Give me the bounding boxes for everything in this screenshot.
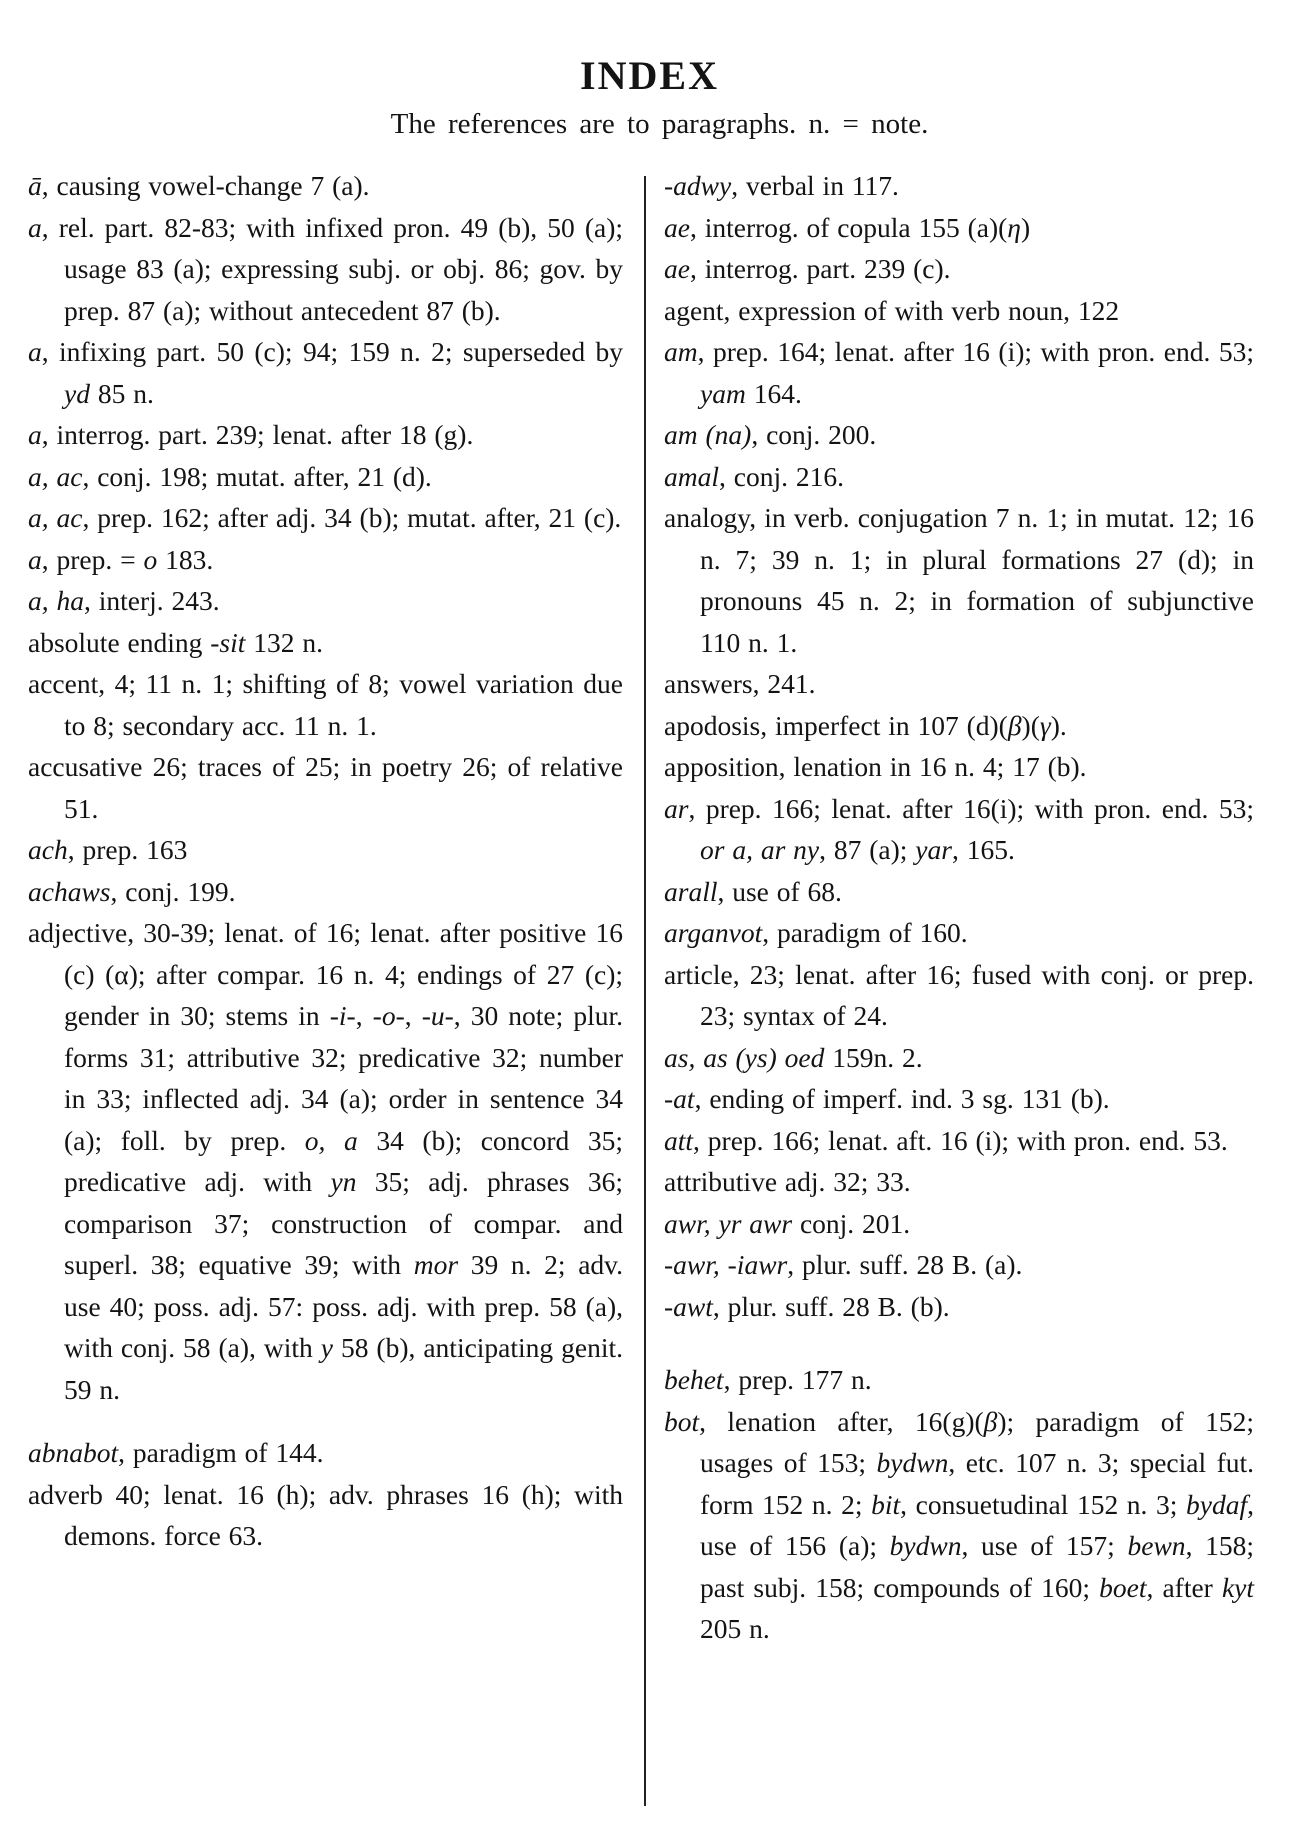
index-entry: -awt, plur. suff. 28 B. (b).	[664, 1290, 950, 1322]
index-column-left	[28, 165, 623, 1557]
index-entry: a, ha, interj. 243.	[28, 585, 220, 616]
index-entry: agent, expression of with verb noun, 122	[664, 294, 1120, 326]
index-entry: answers, 241.	[664, 668, 816, 699]
index-entry: arganvot, paradigm of 160.	[664, 917, 968, 948]
index-entry: behet, prep. 177 n.	[664, 1364, 872, 1395]
index-entry: am (na), conj. 200.	[664, 419, 877, 450]
index-entry: -awr, -iawr, plur. suff. 28 B. (a).	[664, 1249, 1023, 1280]
index-entry: apodosis, imperfect in 107 (d)(β)(γ).	[664, 709, 1067, 741]
index-entry: accusative 26; traces of 25; in poetry 26; of relative 51.	[28, 751, 623, 824]
index-entry: achaws, conj. 199.	[28, 875, 236, 907]
page-subtitle: The references are to paragraphs. n. = note.	[390, 108, 929, 140]
index-entry: a, infixing part. 50 (c); 94; 159 n. 2; superseded by yd 85 n.	[28, 336, 623, 409]
index-entry: -adwy, verbal in 117.	[664, 170, 899, 201]
index-column-right	[664, 165, 1254, 1650]
index-entry: article, 23; lenat. after 16; fused with conj. or prep. 23; syntax of 24.	[664, 958, 1254, 1031]
index-entry: a, interrog. part. 239; lenat. after 18 (g).	[28, 419, 474, 450]
index-entry: a, rel. part. 82-83; with infixed pron. 49 (b), 50 (a); usage 83 (a); expressing subj. or obj. 86; gov. by prep. 87 (a); without antecedent 87 (b).	[28, 211, 623, 326]
index-entry: ae, interrog. of copula 155 (a)(η)	[664, 211, 1031, 243]
index-entry: ā, causing vowel-change 7 (a).	[28, 170, 370, 201]
index-entry: bot, lenation after, 16(g)(β); paradigm of 152; usages of 153; bydwn, etc. 107 n. 3; special fut. form 152 n. 2; bit, consuetudinal 152 n. 3; bydaf, use of 156 (a); bydwn, use of 157; bewn, 158; past subj. 158; compounds of 160; boet, after kyt 205 n.	[664, 1405, 1254, 1644]
index-entry: a, ac, prep. 162; after adj. 34 (b); mutat. after, 21 (c).	[28, 502, 622, 533]
index-entry: a, prep. = o 183.	[28, 543, 214, 575]
index-entry: accent, 4; 11 n. 1; shifting of 8; vowel variation due to 8; secondary acc. 11 n. 1.	[28, 668, 623, 741]
index-entry: adverb 40; lenat. 16 (h); adv. phrases 16 (h); with demons. force 63.	[28, 1478, 623, 1551]
index-entry: arall, use of 68.	[664, 875, 842, 907]
index-entry: adjective, 30-39; lenat. of 16; lenat. after positive 16 (c) (α); after compar. 16 n. 4; endings of 27 (c); gender in 30; stems in -i-, -o-, -u-, 30 note; plur. forms 31; attributive 32; predicative 32; number in 33; inflected adj. 34 (a); order in sentence 34 (a); foll. by prep. o, a 34 (b); concord 35; predicative adj. with yn 35; adj. phrases 36; comparison 37; construction of compar. and superl. 38; equative 39; with mor 39 n. 2; adv. use 40; poss. adj. 57: poss. adj. with prep. 58 (a), with conj. 58 (a), with y 58 (b), anticipating genit. 59 n.	[28, 917, 624, 1405]
index-entry: ae, interrog. part. 239 (c).	[664, 253, 951, 284]
index-entry: analogy, in verb. conjugation 7 n. 1; in mutat. 12; 16 n. 7; 39 n. 1; in plural formations 27 (d); in pronouns 45 n. 2; in formation of subjunctive 110 n. 1.	[664, 502, 1254, 658]
index-entry: att, prep. 166; lenat. aft. 16 (i); with pron. end. 53.	[664, 1124, 1228, 1156]
index-entry: attributive adj. 32; 33.	[664, 1166, 911, 1197]
index-entry: -at, ending of imperf. ind. 3 sg. 131 (b).	[664, 1083, 1110, 1114]
column-divider	[644, 176, 646, 1806]
index-entry: amal, conj. 216.	[664, 460, 844, 492]
index-entry: a, ac, conj. 198; mutat. after, 21 (d).	[28, 460, 432, 492]
index-entry: awr, yr awr conj. 201.	[664, 1207, 911, 1239]
index-entry: absolute ending -sit 132 n.	[28, 626, 324, 658]
page-title: INDEX	[580, 53, 719, 98]
index-entry: as, as (ys) oed 159n. 2.	[664, 1041, 923, 1073]
index-entry: abnabot, paradigm of 144.	[28, 1437, 324, 1468]
index-entry: ach, prep. 163	[28, 834, 188, 865]
index-entry: apposition, lenation in 16 n. 4; 17 (b).	[664, 751, 1087, 782]
index-entry: am, prep. 164; lenat. after 16 (i); with pron. end. 53; yam 164.	[664, 336, 1254, 409]
index-entry: ar, prep. 166; lenat. after 16(i); with pron. end. 53; or a, ar ny, 87 (a); yar, 165.	[664, 792, 1254, 865]
